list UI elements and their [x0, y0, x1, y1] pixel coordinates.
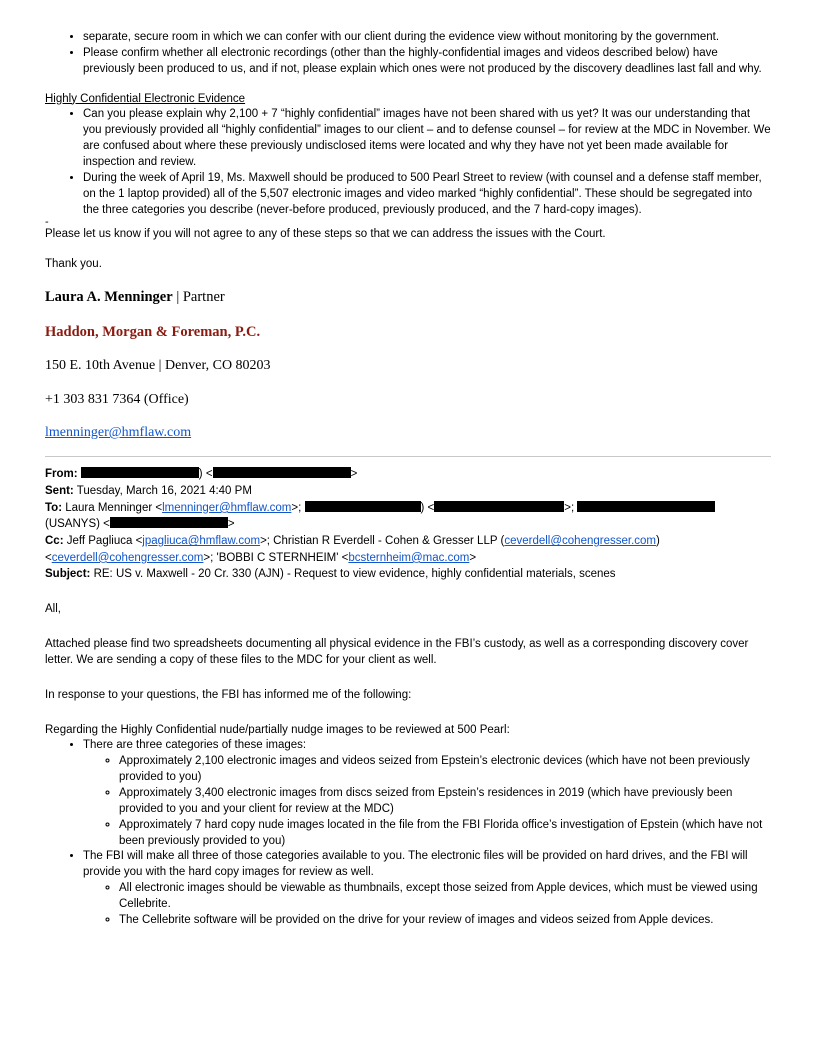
list-item: • Please confirm whether all electronic recordings (other than the highly-confidential images and videos described below) have previously been produced to us, and if not, please explain which ones were not produced by the discovery deadlines last fall and why.	[83, 46, 771, 78]
signature-name: Laura A. Menninger	[45, 289, 173, 306]
redaction-block	[577, 501, 715, 512]
email-cc-row-2	[45, 550, 771, 567]
to-paren: )	[420, 501, 425, 514]
from-gt: >	[350, 468, 358, 481]
signature-name-line	[45, 287, 771, 307]
section-heading: Highly Confidential Electronic Evidence	[45, 92, 246, 105]
cc-text-4: >; 'BOBBI C STERNHEIM' <	[203, 551, 349, 564]
to-semicolon: >;	[564, 501, 575, 514]
cc-email-link-1[interactable]: jpagliuca@hmflaw.com	[142, 535, 261, 548]
cc-label: Cc:	[45, 535, 64, 548]
cc-text-1: Jeff Pagliuca <	[66, 535, 143, 548]
sent-label: Sent:	[45, 485, 74, 498]
spacer	[45, 669, 771, 688]
reply-paragraph-2: In response to your questions, the FBI has informed me of the following:	[45, 688, 412, 701]
to-lt: <	[427, 501, 435, 514]
closing-request: Please let us know if you will not agree to any of these steps so that we can address the issues with the Court.	[45, 228, 606, 241]
spacer	[45, 618, 771, 637]
cc-line2-lt: <	[45, 551, 52, 564]
email-to-row-2	[45, 516, 771, 533]
dash-line: -	[45, 216, 49, 229]
list-item: ◦ All electronic images should be viewable as thumbnails, except those seized from Apple devices, which must be viewed using Cellebrite.	[119, 881, 771, 913]
cc-email-link-4[interactable]: bcsternheim@mac.com	[348, 551, 470, 564]
to-email-link[interactable]: lmenninger@hmflaw.com	[162, 501, 292, 514]
list-item	[83, 849, 771, 928]
list-item: • During the week of April 19, Ms. Maxwell should be produced to 500 Pearl Street to review (with counsel and a defense staff member, on the 1 laptop provided) all of the 5,507 electronic images and video marked “highly confidential”. These should be segregated into the three categories you describe (never-before produced, previously produced, and the 7 hard-copy images).	[83, 171, 771, 219]
list-item: ◦ Approximately 3,400 electronic images from discs seized from Epstein’s residences in 2019 (which have previously been provided to you and your client for review at the MDC)	[119, 786, 771, 818]
from-lt: <	[205, 468, 213, 481]
cc-email-link-2[interactable]: ceverdell@cohengresser.com	[504, 535, 657, 548]
cc-text-2: >; Christian R Everdell - Cohen & Gresser LLP (	[260, 535, 505, 548]
bullet-text: The FBI will make all three of those categories available to you. The electronic files will be provided on hard drives, and the FBI will provide you with the hard copy images for review as well.	[83, 850, 748, 879]
subject-value: RE: US v. Maxwell - 20 Cr. 330 (AJN) - Request to view evidence, highly confidential materials, scenes	[93, 568, 616, 581]
signature-email	[45, 423, 771, 442]
signature-firm: Haddon, Morgan & Foreman, P.C.	[45, 323, 261, 340]
cc-text-3: )	[656, 535, 660, 548]
from-close-paren: )	[198, 468, 203, 481]
cc-text-5: >	[469, 551, 477, 564]
email-from-row	[45, 466, 771, 483]
spacer	[45, 704, 771, 723]
redaction-block	[81, 467, 199, 478]
redaction-block	[110, 517, 228, 528]
list-item: • Can you please explain why 2,100 + 7 “highly confidential” images have not been shared with us yet? It was our understanding that you previously provided all “highly confidential” images to our client – and to defense counsel – for review at the MDC in November. We are confused about where these previously undisclosed items were located and why they have not yet been made available for inspection and review.	[83, 107, 771, 170]
to-label: To:	[45, 501, 63, 514]
to-second-close: >	[227, 518, 235, 531]
reply-paragraph-1: Attached please find two spreadsheets documenting all physical evidence in the FBI’s custody, as well as a corresponding discovery cover letter. We are sending a copy of these files to the MDC for your client as well.	[45, 637, 749, 666]
signature-email-link[interactable]: lmenninger@hmflaw.com	[45, 425, 192, 441]
reply-paragraph-3: Regarding the Highly Confidential nude/partially nudge images to be reviewed at 500 Pearl:	[45, 723, 510, 736]
thank-you: Thank you.	[45, 258, 102, 271]
from-label: From:	[45, 468, 78, 481]
subject-label: Subject:	[45, 568, 91, 581]
to-after: >;	[291, 501, 302, 514]
to-second-line: (USANYS) <	[45, 518, 110, 531]
top-bullet-list	[45, 30, 771, 78]
redaction-block	[213, 467, 351, 478]
email-to-row	[45, 500, 771, 517]
to-name: Laura Menninger <	[65, 501, 163, 514]
list-item: ◦ Approximately 2,100 electronic images and videos seized from Epstein’s electronic devices (which have not been previously provided to you)	[119, 754, 771, 786]
spacer	[45, 583, 771, 602]
email-sent-row	[45, 483, 771, 500]
email-subject-row	[45, 566, 771, 583]
signature-title: | Partner	[172, 289, 225, 306]
list-item: • separate, secure room in which we can confer with our client during the evidence view without monitoring by the government.	[83, 30, 771, 46]
reply-sub-list-2	[83, 881, 771, 929]
redaction-block	[305, 501, 421, 512]
cc-email-link-3[interactable]: ceverdell@cohengresser.com	[51, 551, 204, 564]
reply-sub-list-1	[83, 754, 771, 849]
list-item: ◦ Approximately 7 hard copy nude images located in the file from the FBI Florida office’s investigation of Epstein (which have not been previously provided to you)	[119, 818, 771, 850]
email-cc-row	[45, 533, 771, 550]
salutation: All,	[45, 603, 61, 616]
header-divider	[45, 456, 771, 457]
spacer	[45, 78, 771, 92]
bullet-text: There are three categories of these images:	[83, 739, 307, 752]
spacer	[45, 243, 771, 257]
sent-value: Tuesday, March 16, 2021 4:40 PM	[76, 485, 252, 498]
signature-address: 150 E. 10th Avenue | Denver, CO 80203	[45, 358, 271, 374]
list-item: ◦ The Cellebrite software will be provided on the drive for your review of images and videos seized from Apple devices.	[119, 913, 771, 929]
list-item	[83, 738, 771, 849]
section-bullet-list	[45, 107, 771, 218]
signature-phone: +1 303 831 7364 (Office)	[45, 391, 189, 407]
redaction-block	[434, 501, 564, 512]
reply-bullet-list	[45, 738, 771, 928]
